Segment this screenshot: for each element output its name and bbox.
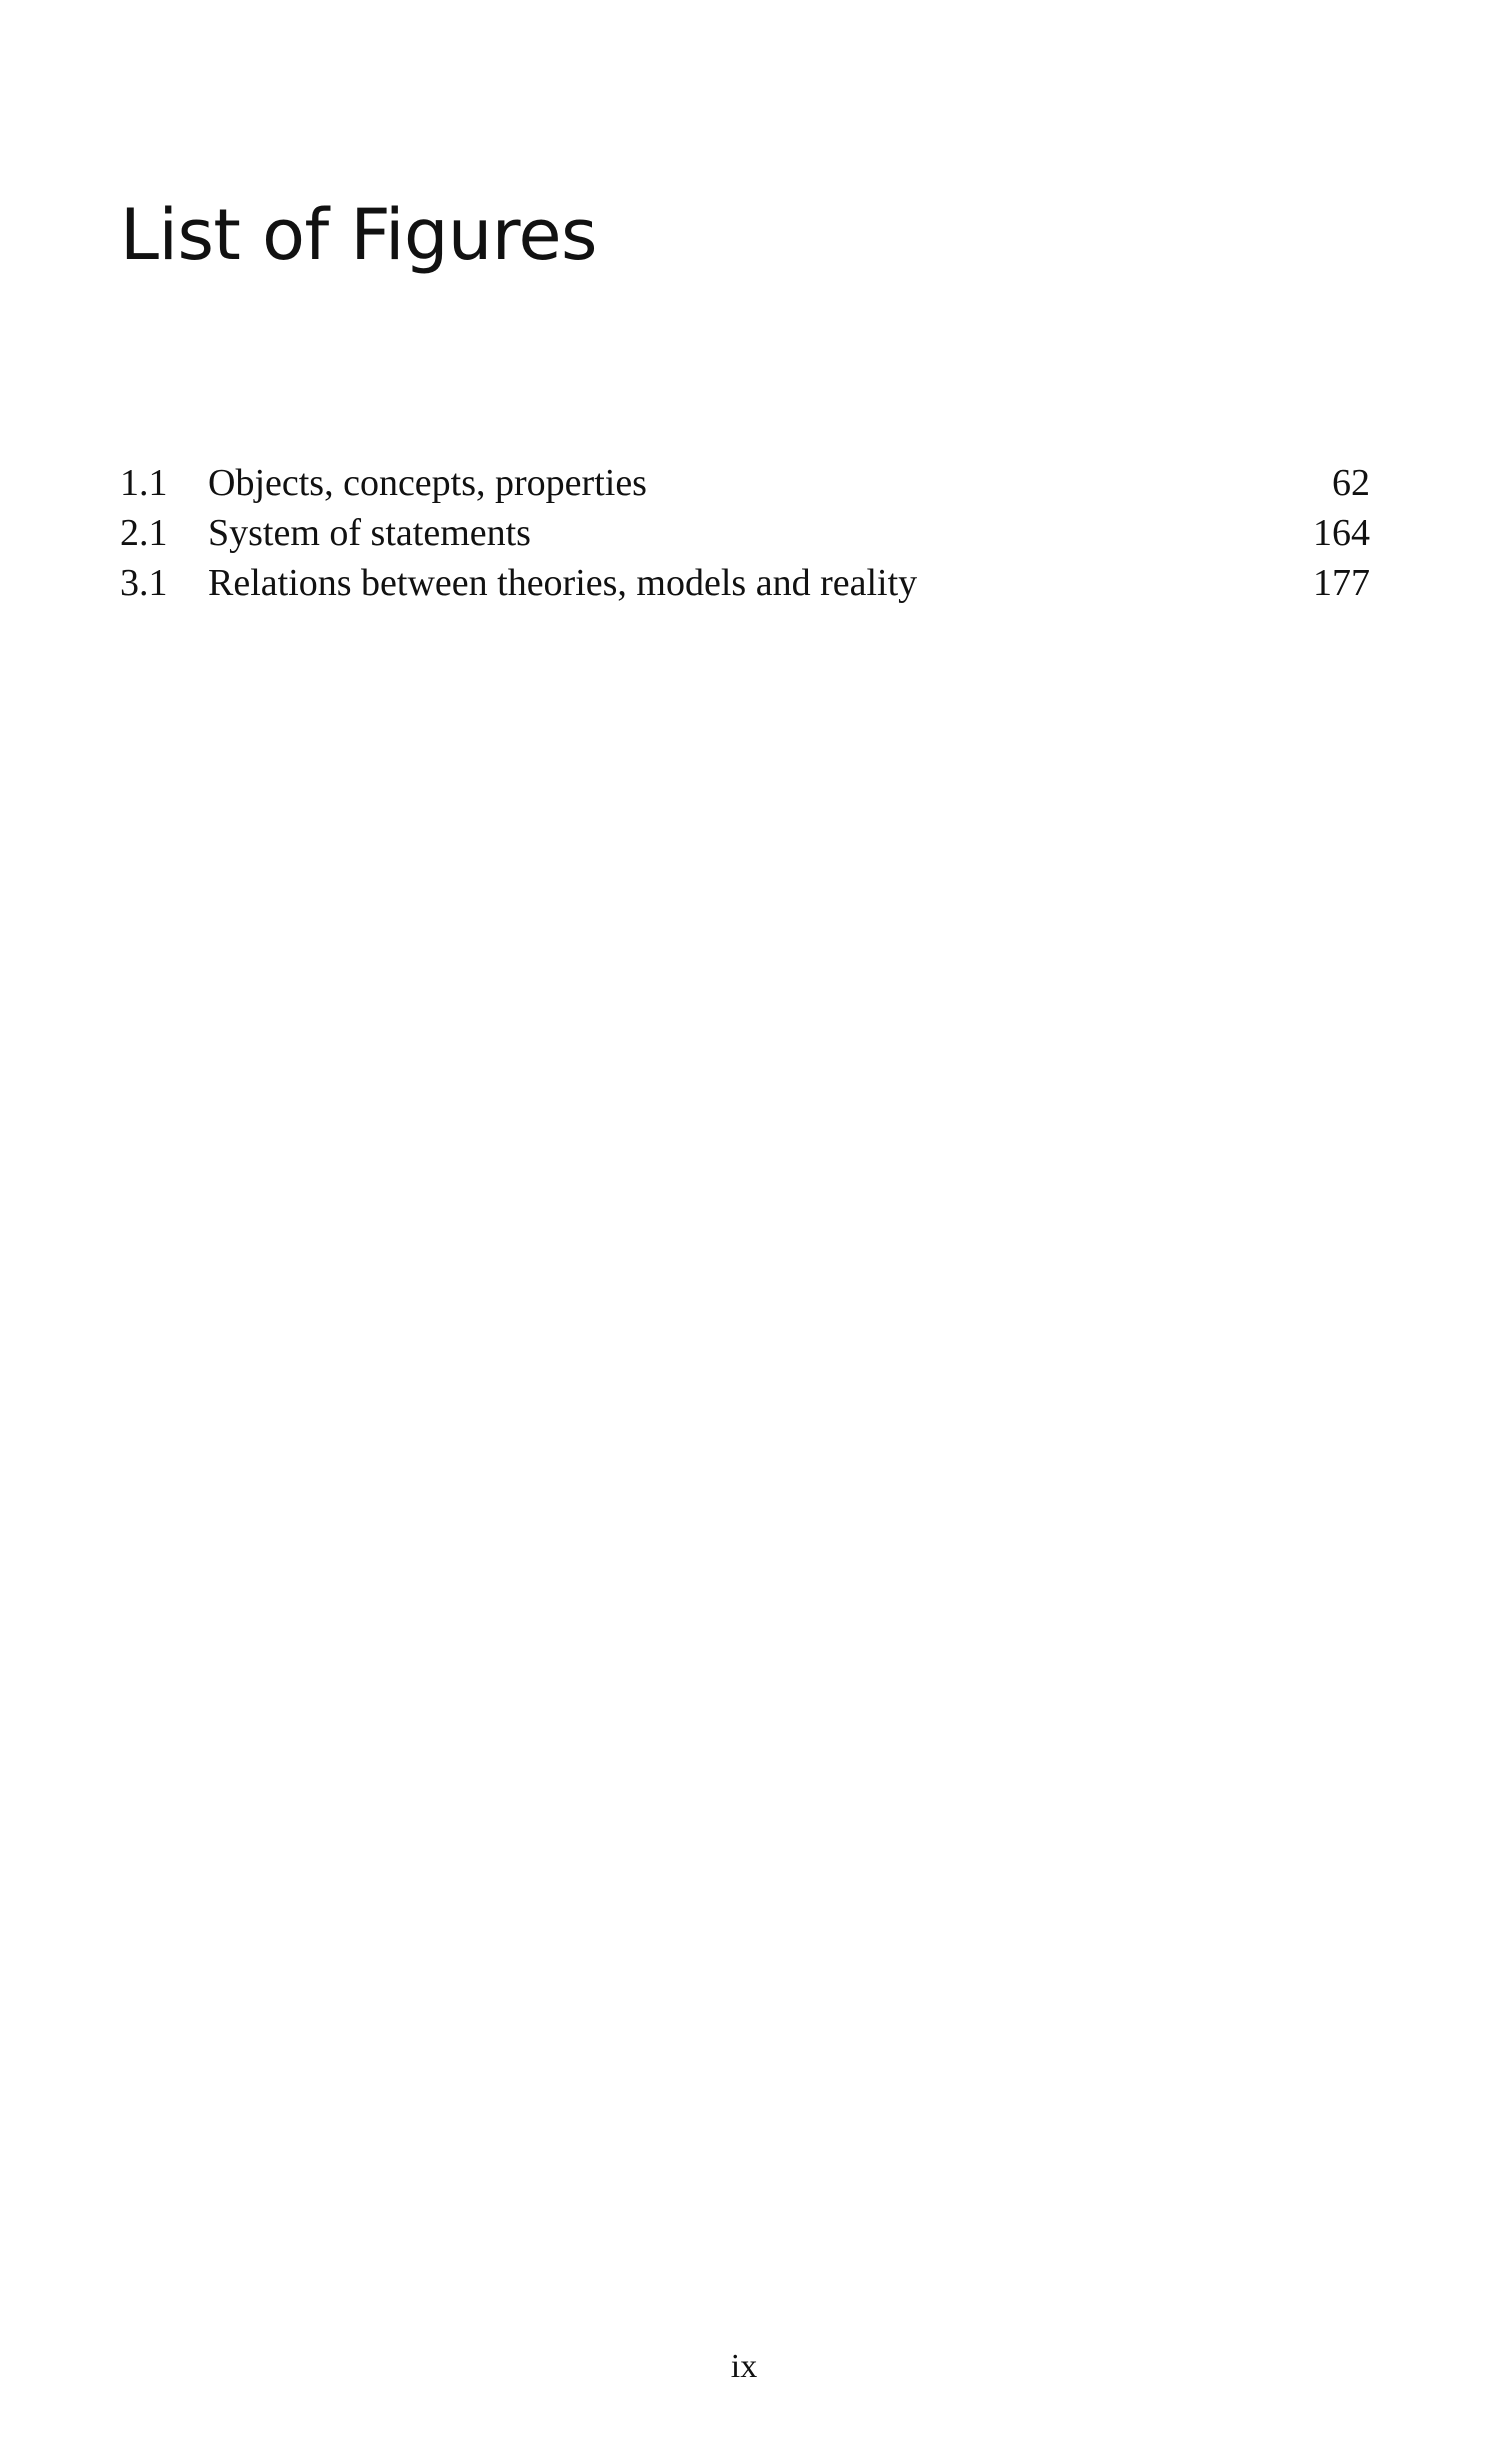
figure-page-number: 62 xyxy=(1332,462,1370,504)
figure-caption: System of statements xyxy=(208,512,531,554)
figure-caption: Relations between theories, models and reality xyxy=(208,562,918,604)
figure-page-number: 164 xyxy=(1313,512,1370,554)
page-folio: ix xyxy=(730,2348,758,2385)
figure-caption: Objects, concepts, properties xyxy=(208,462,647,504)
figure-entry-3-1 xyxy=(120,558,1370,608)
figure-list xyxy=(120,458,1370,608)
figure-entry-2-1 xyxy=(120,508,1370,558)
figure-entry-1-1 xyxy=(120,458,1370,508)
figure-number: 2.1 xyxy=(120,512,168,554)
figure-number: 1.1 xyxy=(120,462,168,504)
figure-number: 3.1 xyxy=(120,562,168,604)
page-title: List of Figures xyxy=(120,194,598,276)
figure-page-number: 177 xyxy=(1313,562,1370,604)
